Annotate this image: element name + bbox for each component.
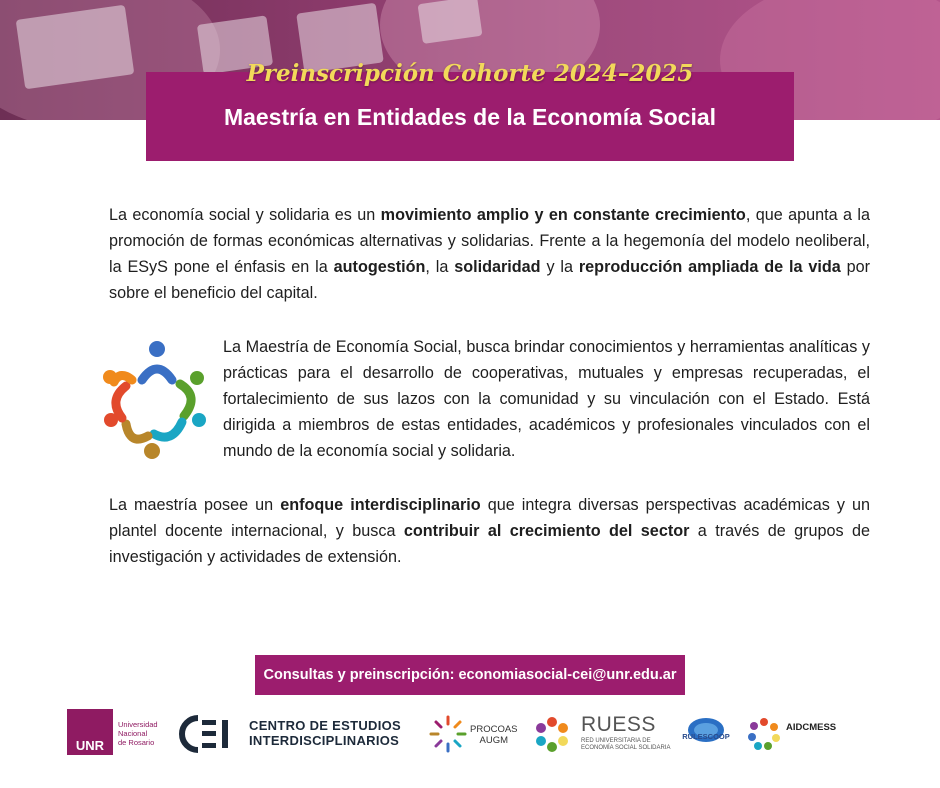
approach-text: que integra diversas perspectivas académicas y un plantel docente internacional, y busca [109,496,871,540]
approach-text: La maestría posee un [109,496,281,514]
ruess-logo-icon [532,714,572,754]
program-paragraph [223,334,870,464]
community-emblem-icon [102,340,212,460]
cei-logo-icon [178,714,234,754]
approach-text: a través de grupos de investigación y actividades de extensión. [109,522,871,566]
rulescoop-name: RULESCOOP [682,732,730,741]
intro-text: La economía social y solidaria es un [109,206,381,224]
contact-banner[interactable]: Consultas y preinscripción: economiasocial-cei@unr.edu.ar [255,655,685,695]
intro-emphasis: solidaridad [454,258,541,276]
program-text: La Maestría de Economía Social, busca brindar conocimientos y herramientas analíticas y prácticas para el desarrollo de cooperativas, mutuales y empresas recuperadas, el fortalecimiento de sus lazos con la comunidad y su vinculación con el Estado. Está dirigida a miembros de estas entidades, académicos y profesionales vinculados con el mundo de la economía social y solidaria. [223,338,870,460]
procoas-logo-icon [428,714,468,754]
ruess-name: RUESS [581,713,656,736]
approach-emphasis: contribuir al crecimiento del sector [403,522,690,540]
page-title: Maestría en Entidades de la Economía Social [223,104,717,130]
intro-text: , la [425,258,455,276]
intro-text: , que apunta a la promoción de formas económicas alternativas y solidarias. Frente a la hegemonía del modelo neoliberal, la ESyS pone el énfasis en la [109,206,870,276]
unr-logo: UNR [67,709,113,755]
cohort-heading: Preinscripción Cohorte 2024–2025 [246,60,694,87]
intro-text: por sobre el beneficio del capital. [109,258,870,302]
partner-logos [0,700,940,770]
intro-emphasis: movimiento amplio y en constante crecimiento [380,206,746,224]
procoas-name: PROCOAS AUGM [470,724,518,746]
ruess-subtitle: RED UNIVERSITARIA DE ECONOMÍA SOCIAL SOLIDARIA [581,738,671,751]
cei-name: CENTRO DE ESTUDIOS INTERDISCIPLINARIOS [249,718,402,748]
intro-emphasis: autogestión [333,258,426,276]
intro-text: y la [540,258,579,276]
approach-paragraph [109,492,870,570]
aidcmess-logo-icon [746,716,782,752]
intro-emphasis: reproducción ampliada de la vida [578,258,841,276]
approach-emphasis: enfoque interdisciplinario [280,496,481,514]
aidcmess-name: AIDCMESS [786,722,837,733]
intro-paragraph [109,202,870,306]
unr-name: Universidad Nacional de Rosario [118,720,158,747]
